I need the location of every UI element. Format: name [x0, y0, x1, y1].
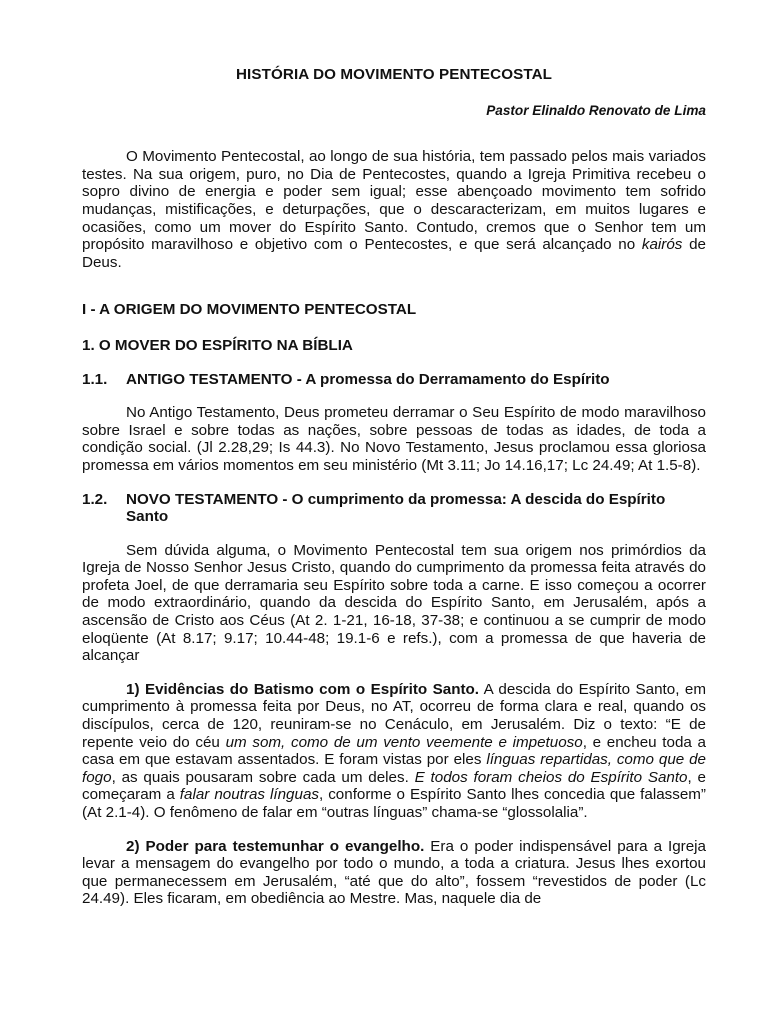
intro-paragraph [82, 148, 706, 271]
section-heading: I - A ORIGEM DO MOVIMENTO PENTECOSTAL [82, 301, 417, 319]
text-segment: A descida do Espírito Santo, em cumprimento à promessa feita por Deus, no AT, ocorreu de forma clara e real, quando os discípulos, cerca de 120, reuniram-se no Cenáculo, em Jerusalém. Diz o texto: “E de repente veio do céu [82, 680, 706, 751]
text-segment: , as quais pousaram sobre cada um deles. [111, 768, 415, 786]
subheading-number: 1.2. [82, 490, 108, 508]
author-name: Pastor Elinaldo Renovato de Lima [486, 102, 706, 118]
italic-quote: falar noutras línguas [179, 786, 319, 804]
subheading-title: NOVO TESTAMENTO - O cumprimento da promessa: A descida do Espírito Santo [126, 490, 666, 526]
evidence-label: 1) Evidências do Batismo com o Espírito Santo. [126, 680, 480, 698]
document-title: HISTÓRIA DO MOVIMENTO PENTECOSTAL [235, 66, 553, 83]
italic-quote: línguas repartidas, como que de fogo [82, 751, 706, 786]
power-label: 2) Poder para testemunhar o evangelho. [126, 837, 425, 855]
paragraph-evidences [82, 681, 706, 822]
paragraph-power [82, 838, 706, 908]
paragraph-new-testament: Sem dúvida alguma, o Movimento Pentecostal tem sua origem nos primórdios da Igreja de Nosso Senhor Jesus Cristo, quando do cumprimento da promessa feita através do profeta Joel, de que derramaria seu Espírito sobre toda a carne. E isso começou a ocorrer de modo extraordinário, quando da descida do Espírito Santo, em Jerusalém, após a ascensão de Cristo aos Céus (At 2. 1-21, 16-18, 37-38; e continuou a se cumprir de modo eloqüente (At 8.17; 9.17; 10.44-48; 19.1-6 e refs.), com a promessa de que haveria de alcançar [82, 541, 706, 665]
subheading-title: ANTIGO TESTAMENTO - A promessa do Derramamento do Espírito [126, 370, 610, 388]
subheading-1-2 [82, 491, 706, 526]
subsection-heading: 1. O MOVER DO ESPÍRITO NA BÍBLIA [82, 336, 353, 354]
intro-end: de Deus. [82, 236, 706, 271]
text-segment: Era o poder indispensável para a Igreja levar a mensagem do evangelho por todo o mundo, a toda a criatura. Jesus lhes exortou que permanecessem em Jerusalém, “até que do alto”, fossem “revestidos de poder (Lc 24.49). Eles ficaram, em obediência ao Mestre. Mas, naquele dia de [82, 837, 706, 908]
text-segment: , conforme o Espírito Santo lhes concedia que falassem” (At 2.1-4). O fenômeno de falar em “outras línguas” chama-se “glossolalia”. [82, 786, 706, 821]
italic-quote: E todos foram cheios do Espírito Santo [414, 768, 688, 786]
paragraph-old-testament: No Antigo Testamento, Deus prometeu derramar o Seu Espírito de modo maravilhoso sobre Israel e sobre todas as nações, sobre pessoas de todas as idades, de toda a condição social. (Jl 2.28,29; Is 44.3). No Novo Testamento, Jesus proclamou essa gloriosa promessa em vários momentos em seu ministério (Mt 3.11; Jo 14.16,17; Lc 24.49; At 1.5-8). [82, 404, 706, 474]
kairos-term: kairós [641, 236, 683, 254]
italic-quote: um som, como de um vento veemente e impetuoso [225, 733, 583, 751]
text-segment: , e encheu toda a casa em que estavam assentados. E foram vistas por eles [82, 733, 706, 769]
intro-text: O Movimento Pentecostal, ao longo de sua história, tem passado pelos mais variados testes. Na sua origem, puro, no Dia de Pentecostes, quando a Igreja Primitiva recebeu o sopro divino de energia e poder sem igual; esse abençoado movimento tem sofrido mudanças, mistificações, e deturpações, que o descaracterizam, em muitos lugares e ocasiões, como um mover do Espírito Santo. Contudo, cremos que o Senhor tem um propósito maravilhoso e objetivo com o Pentecostes, e que será alcançado no [82, 148, 706, 254]
subheading-number: 1.1. [82, 370, 108, 388]
subheading-1-1 [82, 371, 706, 389]
text-segment: , e começaram a [82, 768, 706, 804]
